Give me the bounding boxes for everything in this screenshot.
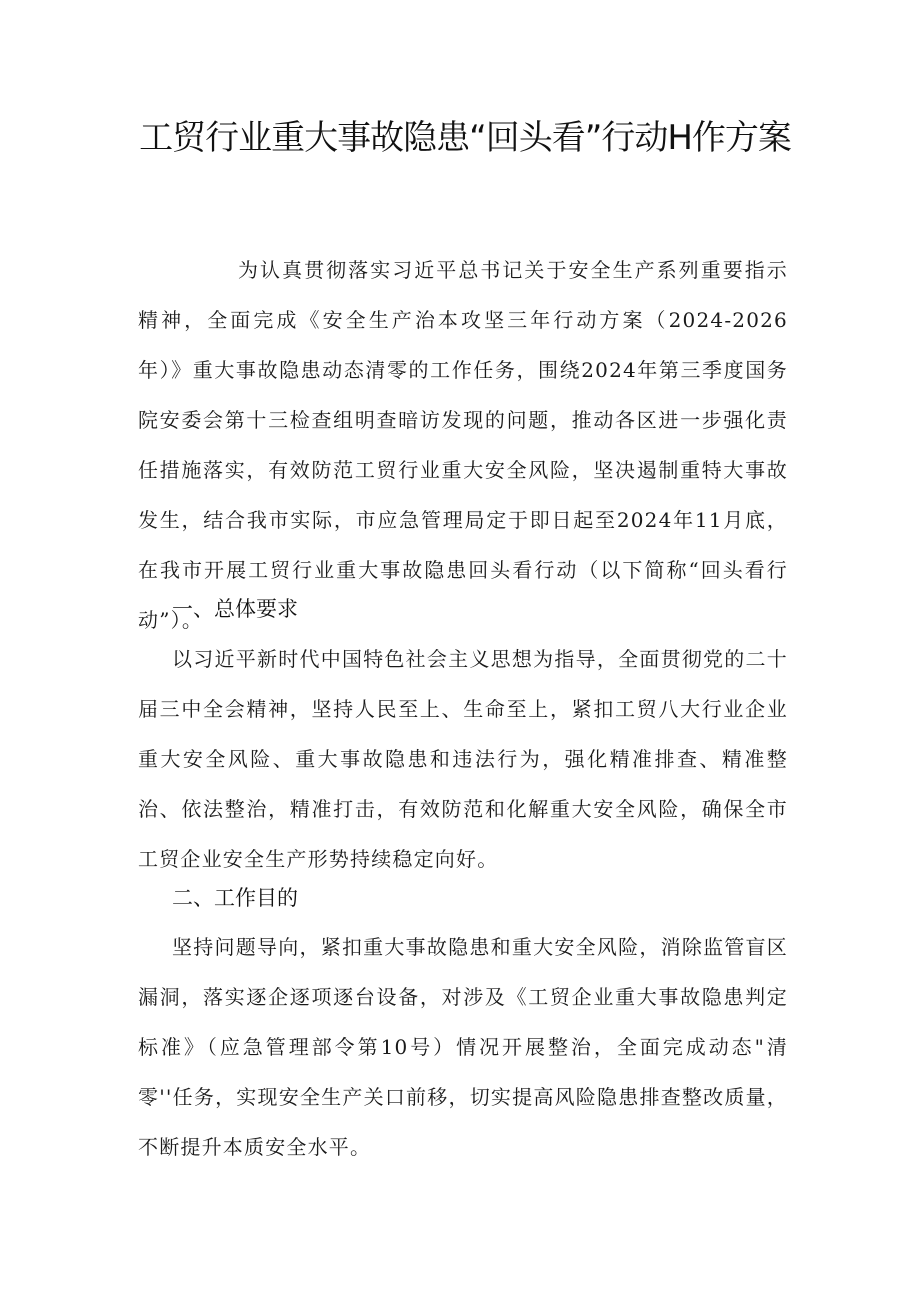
intro-paragraph: 为认真贯彻落实习近平总书记关于安全生产系列重要指示精神，全面完成《安全生产治本攻坚三年行动方案（2024-2026年）》重大事故隐患动态清零的工作任务，围绕2024年第三季度国务院安委会第十三检查组明查暗访发现的问题，推动各区进一步强化责任措施落实，有效防范工贸行业重大安全风险，坚决遏制重特大事故发生，结合我市实际，市应急管理局定于即日起至2024年11月底，在我市开展工贸行业重大事故隐患回头看行动（以下简称“回头看行动”）。 [138, 258, 788, 632]
section-body-work-purpose: 坚持问题导向，紧扣重大事故隐患和重大安全风险，消除监管盲区漏洞，落实逐企逐项逐台设备，对涉及《工贸企业重大事故隐患判定标准》（应急管理部令第10号）情况开展整治，全面完成动态"清零''任务，实现安全生产关口前移，切实提高风险隐患排查整改质量，不断提升本质安全水平。 [138, 935, 788, 1159]
section-heading-general-requirements: 一、总体要求 [172, 597, 298, 621]
document-title: 工贸行业重大事故隐患“回头看”行动H作方案 [139, 118, 791, 158]
section-heading-work-purpose: 二、工作目的 [172, 886, 298, 910]
section-body-general-requirements: 以习近平新时代中国特色社会主义思想为指导，全面贯彻党的二十届三中全会精神，坚持人民至上、生命至上，紧扣工贸八大行业企业重大安全风险、重大事故隐患和违法行为，强化精准排查、精准整治、依法整治，精准打击，有效防范和化解重大安全风险，确保全市工贸企业安全生产形势持续稳定向好。 [138, 647, 788, 871]
